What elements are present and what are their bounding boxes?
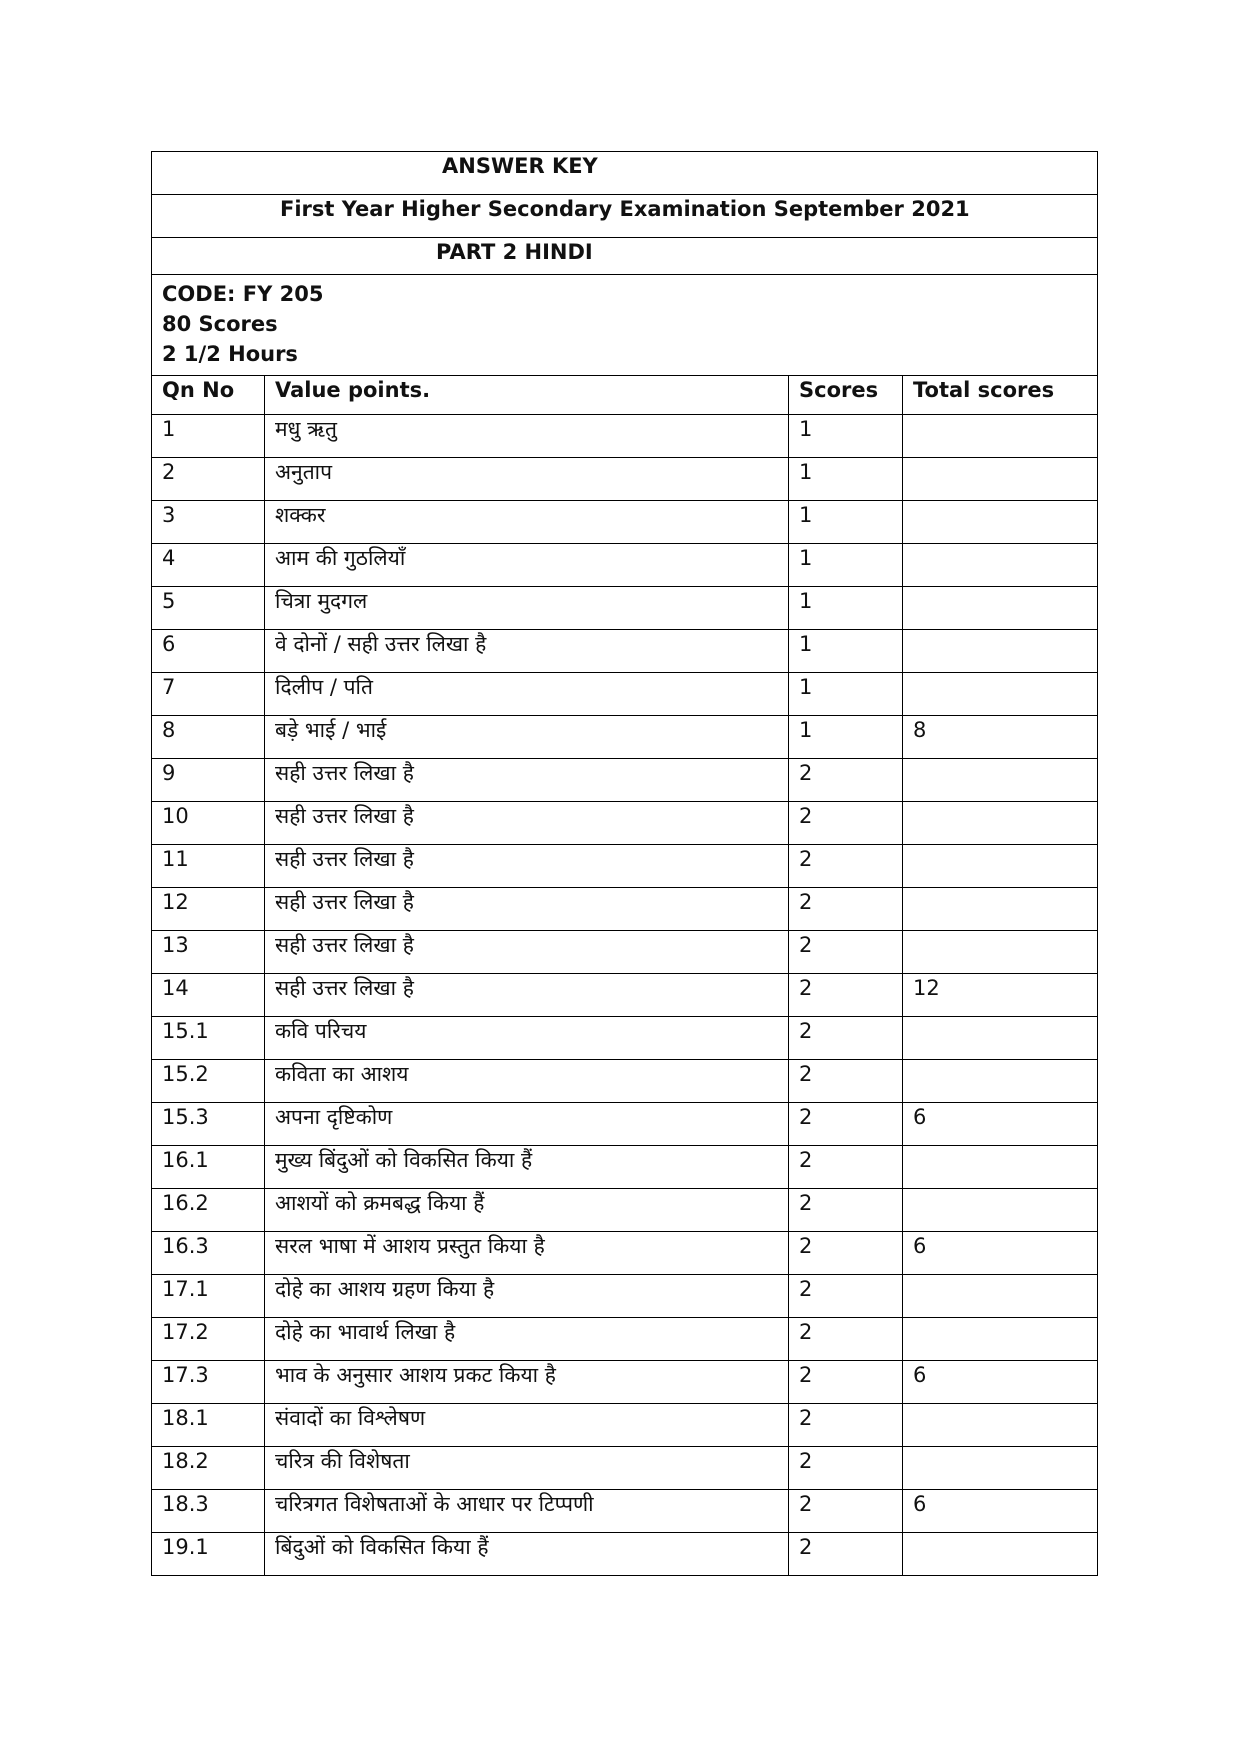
- total-cell: [903, 1275, 1098, 1318]
- total-cell: [903, 845, 1098, 888]
- table-row: [152, 587, 1098, 630]
- value-cell: कविता का आशय: [265, 1060, 789, 1103]
- value-cell: अनुताप: [265, 458, 789, 501]
- value-cell: संवादों का विश्लेषण: [265, 1404, 789, 1447]
- max-scores: 80 Scores: [162, 312, 278, 336]
- column-header-score: Scores: [789, 376, 903, 415]
- score-cell: 2: [789, 845, 903, 888]
- score-cell: 2: [789, 1533, 903, 1576]
- total-cell: 6: [903, 1232, 1098, 1275]
- qn-cell: 8: [152, 716, 265, 759]
- score-cell: 2: [789, 1404, 903, 1447]
- qn-cell: 15.3: [152, 1103, 265, 1146]
- value-cell: चरित्रगत विशेषताओं के आधार पर टिप्पणी: [265, 1490, 789, 1533]
- total-cell: [903, 587, 1098, 630]
- value-cell: बिंदुओं को विकसित किया हैं: [265, 1533, 789, 1576]
- table-row: [152, 802, 1098, 845]
- qn-cell: 1: [152, 415, 265, 458]
- qn-cell: 19.1: [152, 1533, 265, 1576]
- value-cell: सही उत्तर लिखा है: [265, 845, 789, 888]
- score-cell: 2: [789, 759, 903, 802]
- qn-cell: 17.3: [152, 1361, 265, 1404]
- value-cell: दोहे का भावार्थ लिखा है: [265, 1318, 789, 1361]
- table-row: [152, 1017, 1098, 1060]
- table-row: [152, 1318, 1098, 1361]
- qn-cell: 7: [152, 673, 265, 716]
- exam-code: CODE: FY 205: [162, 282, 324, 306]
- table-row: [152, 1103, 1098, 1146]
- table-row: [152, 1361, 1098, 1404]
- value-cell: अपना दृष्टिकोण: [265, 1103, 789, 1146]
- table-row: [152, 845, 1098, 888]
- value-cell: मधु ऋतु: [265, 415, 789, 458]
- value-cell: बड़े भाई / भाई: [265, 716, 789, 759]
- total-cell: [903, 802, 1098, 845]
- table-row: [152, 630, 1098, 673]
- exam-meta: [152, 275, 1098, 376]
- column-header-total: Total scores: [903, 376, 1098, 415]
- table-row: [152, 673, 1098, 716]
- qn-cell: 4: [152, 544, 265, 587]
- table-row: [152, 716, 1098, 759]
- table-row: [152, 1060, 1098, 1103]
- total-cell: [903, 1060, 1098, 1103]
- qn-cell: 9: [152, 759, 265, 802]
- table-row: [152, 888, 1098, 931]
- total-cell: [903, 1017, 1098, 1060]
- table-row: [152, 931, 1098, 974]
- score-cell: 2: [789, 1017, 903, 1060]
- value-cell: सरल भाषा में आशय प्रस्तुत किया है: [265, 1232, 789, 1275]
- table-row: [152, 1447, 1098, 1490]
- table-row: [152, 415, 1098, 458]
- exam-title: First Year Higher Secondary Examination September 2021: [152, 195, 1098, 238]
- table-row: [152, 1189, 1098, 1232]
- total-cell: [903, 415, 1098, 458]
- value-cell: मुख्य बिंदुओं को विकसित किया हैं: [265, 1146, 789, 1189]
- value-cell: सही उत्तर लिखा है: [265, 888, 789, 931]
- qn-cell: 14: [152, 974, 265, 1017]
- value-cell: सही उत्तर लिखा है: [265, 759, 789, 802]
- value-cell: सही उत्तर लिखा है: [265, 802, 789, 845]
- value-cell: आम की गुठलियाँ: [265, 544, 789, 587]
- total-cell: 6: [903, 1490, 1098, 1533]
- answer-key-table: [151, 151, 1098, 1576]
- value-cell: सही उत्तर लिखा है: [265, 931, 789, 974]
- qn-cell: 5: [152, 587, 265, 630]
- value-cell: दिलीप / पति: [265, 673, 789, 716]
- score-cell: 2: [789, 1060, 903, 1103]
- value-cell: दोहे का आशय ग्रहण किया है: [265, 1275, 789, 1318]
- score-cell: 2: [789, 1447, 903, 1490]
- total-cell: [903, 458, 1098, 501]
- table-row: [152, 974, 1098, 1017]
- part-row: [152, 238, 1098, 275]
- total-cell: 6: [903, 1103, 1098, 1146]
- score-cell: 2: [789, 1318, 903, 1361]
- exam-duration: 2 1/2 Hours: [162, 342, 298, 366]
- value-cell: शक्कर: [265, 501, 789, 544]
- qn-cell: 2: [152, 458, 265, 501]
- value-cell: चरित्र की विशेषता: [265, 1447, 789, 1490]
- part-title: PART 2 HINDI: [152, 238, 1098, 275]
- qn-cell: 16.3: [152, 1232, 265, 1275]
- total-cell: [903, 888, 1098, 931]
- value-cell: चित्रा मुदगल: [265, 587, 789, 630]
- table-row: [152, 1232, 1098, 1275]
- table-row: [152, 1490, 1098, 1533]
- qn-cell: 17.1: [152, 1275, 265, 1318]
- score-cell: 2: [789, 1103, 903, 1146]
- exam-row: [152, 195, 1098, 238]
- qn-cell: 12: [152, 888, 265, 931]
- score-cell: 1: [789, 544, 903, 587]
- qn-cell: 11: [152, 845, 265, 888]
- total-cell: 6: [903, 1361, 1098, 1404]
- qn-cell: 10: [152, 802, 265, 845]
- score-cell: 1: [789, 587, 903, 630]
- score-cell: 1: [789, 501, 903, 544]
- qn-cell: 6: [152, 630, 265, 673]
- qn-cell: 15.2: [152, 1060, 265, 1103]
- score-cell: 2: [789, 888, 903, 931]
- column-header-qn: Qn No: [152, 376, 265, 415]
- score-cell: 2: [789, 931, 903, 974]
- qn-cell: 15.1: [152, 1017, 265, 1060]
- total-cell: [903, 630, 1098, 673]
- score-cell: 1: [789, 458, 903, 501]
- table-row: [152, 501, 1098, 544]
- column-header-value: Value points.: [265, 376, 789, 415]
- table-row: [152, 1404, 1098, 1447]
- value-cell: कवि परिचय: [265, 1017, 789, 1060]
- score-cell: 2: [789, 1490, 903, 1533]
- qn-cell: 18.3: [152, 1490, 265, 1533]
- qn-cell: 13: [152, 931, 265, 974]
- table-row: [152, 759, 1098, 802]
- qn-cell: 18.2: [152, 1447, 265, 1490]
- total-cell: [903, 673, 1098, 716]
- answer-key-title: ANSWER KEY: [152, 152, 1098, 195]
- value-cell: वे दोनों / सही उत्तर लिखा है: [265, 630, 789, 673]
- score-cell: 1: [789, 673, 903, 716]
- total-cell: 8: [903, 716, 1098, 759]
- table-row: [152, 1533, 1098, 1576]
- table-row: [152, 1275, 1098, 1318]
- total-cell: [903, 501, 1098, 544]
- score-cell: 2: [789, 1232, 903, 1275]
- total-cell: [903, 931, 1098, 974]
- score-cell: 1: [789, 630, 903, 673]
- score-cell: 2: [789, 1275, 903, 1318]
- score-cell: 2: [789, 1361, 903, 1404]
- score-cell: 2: [789, 1146, 903, 1189]
- score-cell: 1: [789, 415, 903, 458]
- score-cell: 2: [789, 1189, 903, 1232]
- score-cell: 2: [789, 974, 903, 1017]
- value-cell: भाव के अनुसार आशय प्रकट किया है: [265, 1361, 789, 1404]
- qn-cell: 18.1: [152, 1404, 265, 1447]
- column-header-row: [152, 376, 1098, 415]
- table-row: [152, 544, 1098, 587]
- total-cell: [903, 1318, 1098, 1361]
- title-row: [152, 152, 1098, 195]
- table-row: [152, 458, 1098, 501]
- table-row: [152, 1146, 1098, 1189]
- total-cell: [903, 1146, 1098, 1189]
- total-cell: [903, 1447, 1098, 1490]
- total-cell: [903, 759, 1098, 802]
- score-cell: 1: [789, 716, 903, 759]
- qn-cell: 3: [152, 501, 265, 544]
- score-cell: 2: [789, 802, 903, 845]
- total-cell: [903, 1533, 1098, 1576]
- total-cell: [903, 1404, 1098, 1447]
- qn-cell: 16.2: [152, 1189, 265, 1232]
- value-cell: आशयों को क्रमबद्ध किया हैं: [265, 1189, 789, 1232]
- total-cell: 12: [903, 974, 1098, 1017]
- qn-cell: 16.1: [152, 1146, 265, 1189]
- qn-cell: 17.2: [152, 1318, 265, 1361]
- value-cell: सही उत्तर लिखा है: [265, 974, 789, 1017]
- meta-row: [152, 275, 1098, 376]
- total-cell: [903, 544, 1098, 587]
- total-cell: [903, 1189, 1098, 1232]
